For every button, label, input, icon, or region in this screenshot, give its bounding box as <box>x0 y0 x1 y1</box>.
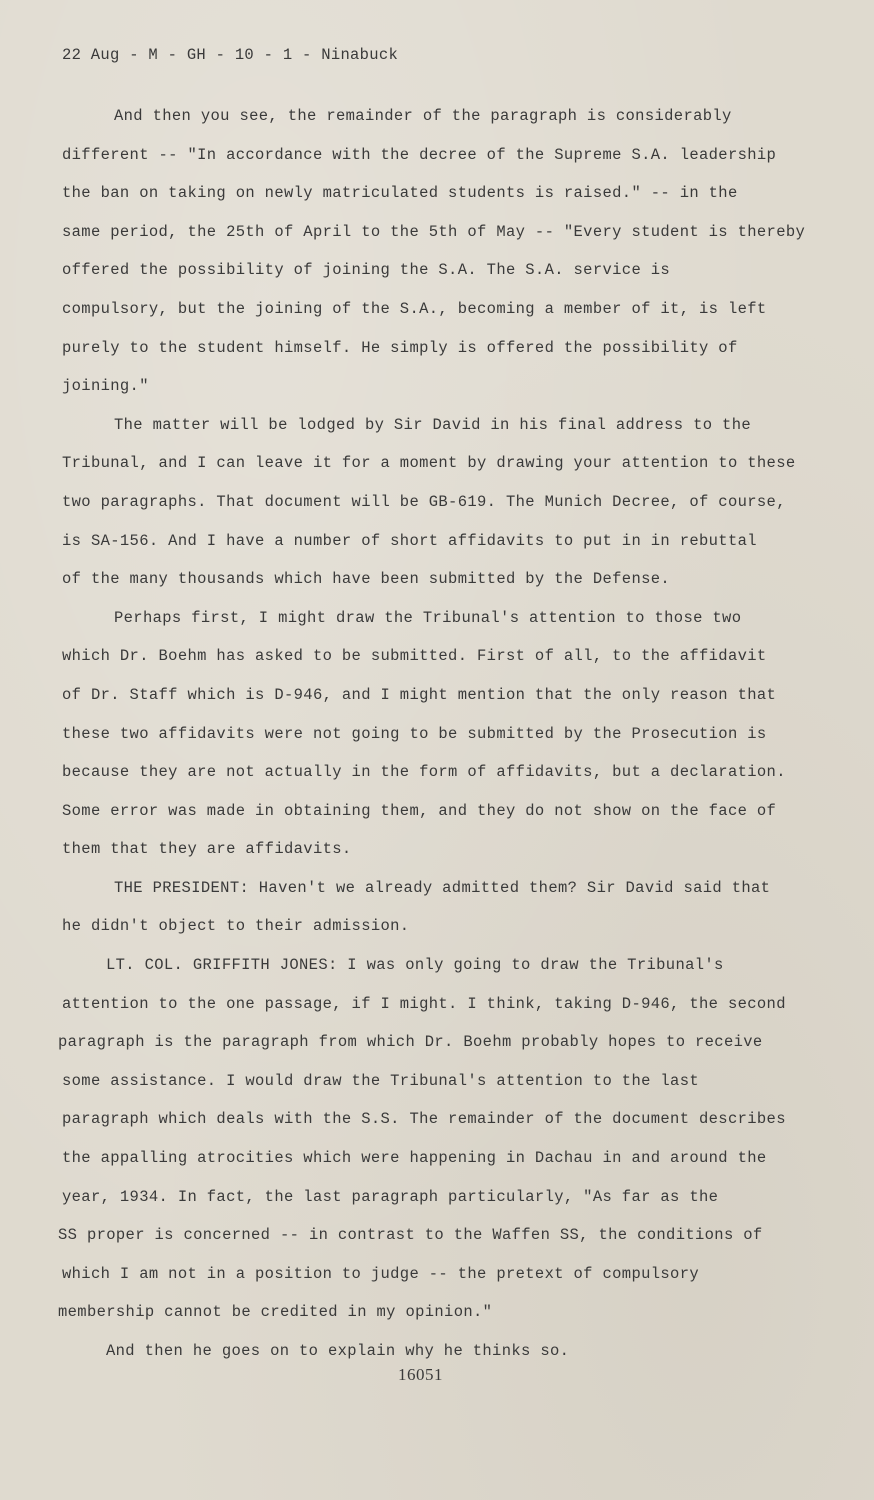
text-line: SS proper is concerned -- in contrast to the Waffen SS, the conditions of <box>58 1226 763 1245</box>
text-line: which I am not in a position to judge -- the pretext of compulsory <box>62 1264 699 1283</box>
text-line: of the many thousands which have been submitted by the Defense. <box>62 570 671 589</box>
page-header-reference: 22 Aug - M - GH - 10 - 1 - Ninabuck <box>62 46 399 64</box>
text-line: Some error was made in obtaining them, and they do not show on the face of <box>62 801 777 820</box>
text-line: same period, the 25th of April to the 5th of May -- "Every student is thereby <box>62 222 806 241</box>
text-line: purely to the student himself. He simply is offered the possibility of <box>62 338 738 357</box>
text-line: the appalling atrocities which were happening in Dachau in and around the <box>62 1149 767 1168</box>
text-line: he didn't object to their admission. <box>62 917 410 936</box>
text-line: because they are not actually in the form of affidavits, but a declaration. <box>62 763 786 782</box>
text-line: Tribunal, and I can leave it for a moment by drawing your attention to these <box>62 454 796 473</box>
text-line: year, 1934. In fact, the last paragraph particularly, "As far as the <box>62 1187 719 1206</box>
text-line: which Dr. Boehm has asked to be submitted. First of all, to the affidavit <box>62 647 767 666</box>
text-line: compulsory, but the joining of the S.A., becoming a member of it, is left <box>62 299 767 318</box>
text-line: paragraph is the paragraph from which Dr. Boehm probably hopes to receive <box>58 1033 763 1052</box>
text-line: And then you see, the remainder of the paragraph is considerably <box>114 107 732 125</box>
text-line: joining." <box>62 377 149 396</box>
text-line: some assistance. I would draw the Tribunal's attention to the last <box>62 1071 699 1090</box>
text-line: of Dr. Staff which is D-946, and I might mention that the only reason that <box>62 685 777 704</box>
text-line: THE PRESIDENT: Haven't we already admitted them? Sir David said that <box>114 878 771 897</box>
text-line: Perhaps first, I might draw the Tribunal's attention to those two <box>114 608 742 627</box>
text-line: different -- "In accordance with the decree of the Supreme S.A. leadership <box>62 145 777 164</box>
text-line: is SA-156. And I have a number of short affidavits to put in in rebuttal <box>62 531 757 550</box>
text-line: offered the possibility of joining the S.A. The S.A. service is <box>62 261 671 280</box>
text-line: membership cannot be credited in my opinion." <box>58 1303 493 1322</box>
text-line: LT. COL. GRIFFITH JONES: I was only going to draw the Tribunal's <box>106 956 724 975</box>
text-line: these two affidavits were not going to be submitted by the Prosecution is <box>62 724 767 743</box>
page-number: 16051 <box>398 1365 443 1384</box>
text-line: them that they are affidavits. <box>62 840 352 859</box>
text-line: And then he goes on to explain why he thinks so. <box>106 1342 570 1360</box>
text-line: paragraph which deals with the S.S. The remainder of the document describes <box>62 1110 786 1129</box>
text-line: attention to the one passage, if I might. I think, taking D-946, the second <box>62 994 786 1013</box>
text-line: the ban on taking on newly matriculated students is raised." -- in the <box>62 184 738 203</box>
transcript-body <box>58 104 812 1378</box>
text-line: two paragraphs. That document will be GB-619. The Munich Decree, of course, <box>62 492 786 511</box>
text-line: The matter will be lodged by Sir David in his final address to the <box>114 415 751 434</box>
